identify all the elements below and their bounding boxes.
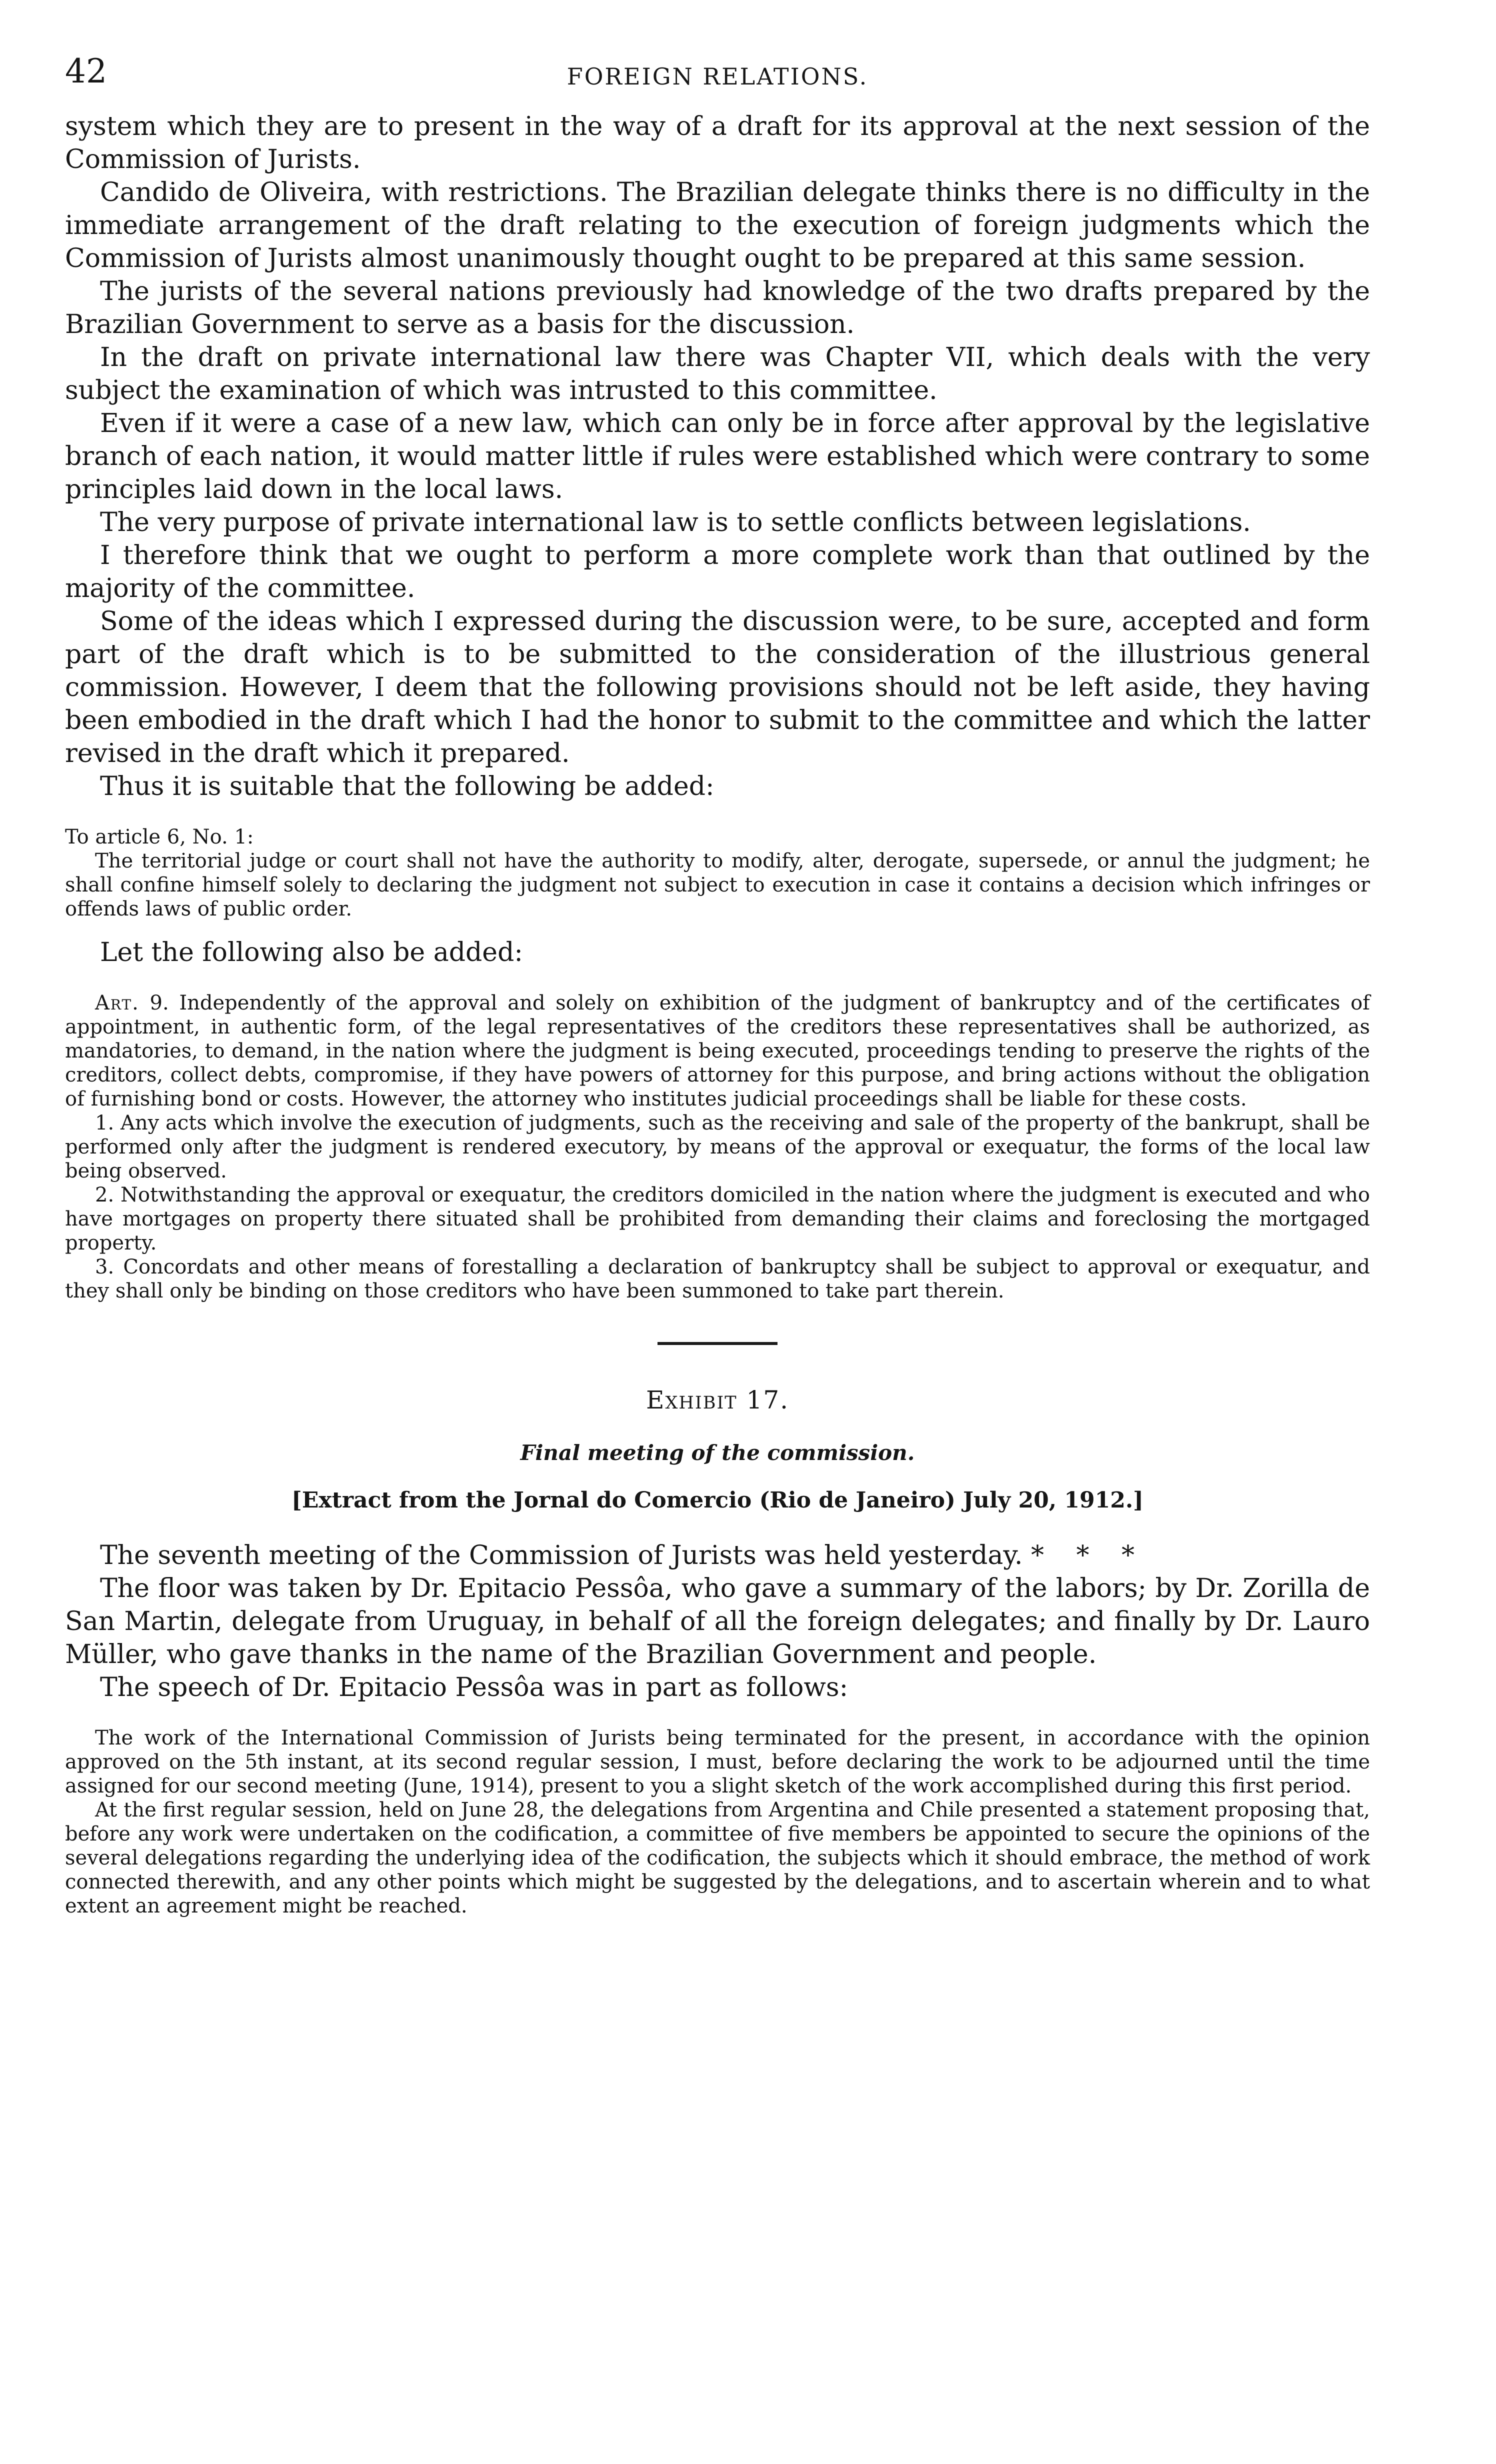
also-added-line: [65, 936, 1370, 969]
paragraph: Some of the ideas which I expressed during the discussion were, to be sure, accepted and form part of the draft which is to be submitted to the consideration of the illustrious general commission. However, I deem that the following provisions should not be left aside, they having been embodied in the draft which I had the honor to submit to the committee and which the latter revised in the draft which it prepared.: [65, 606, 1370, 768]
paragraph: The very purpose of private international law is to settle conflicts between legislations.: [100, 508, 1251, 538]
document-page: [65, 52, 1370, 2425]
article-label: Art.: [95, 992, 140, 1014]
section-divider: [658, 1342, 778, 1345]
article-6-label: To article 6, No. 1:: [65, 826, 254, 848]
speech-paragraph: At the first regular session, held on June 28, the delegations from Argentina and Chile presented a statement proposing that, before any work were undertaken on the codification, a committee of five members be appointed to secure the opinions of the several delegations regarding the underlying idea of the codification, the subjects which it should embrace, the method of work connected therewith, and any other points which might be suggested by the delegations, and to ascertain wherein and to what extent an agreement might be reached.: [65, 1798, 1370, 1918]
section-final-meeting: [65, 1539, 1370, 1704]
paragraph: The jurists of the several nations previously had knowledge of the two drafts prepared by the Brazilian Government to serve as a basis for the discussion.: [65, 276, 1370, 340]
paragraph: The speech of Dr. Epitacio Pessôa was in part as follows:: [100, 1672, 848, 1702]
first-line-text: The seventh meeting of the Commission of Jurists was held yesterday.: [100, 1540, 1023, 1570]
speech-paragraph: The work of the International Commission of Jurists being terminated for the present, in accordance with the opinion approved on the 5th instant, at its second regular session, I must, before declaring the work to be adjourned until the time assigned for our second meeting (June, 1914), present to you a slight sketch of the work accomplished during this first period.: [65, 1726, 1370, 1798]
page-number: 42: [65, 52, 107, 90]
paragraph: Candido de Oliveira, with restrictions. The Brazilian delegate thinks there is no difficulty in the immediate arrangement of the draft relating to the execution of foreign judgments which the Commission of Jurists almost unanimously thought ought to be prepared at this same session.: [65, 178, 1370, 274]
exhibit-source: [Extract from the Jornal do Comercio (Rio de Janeiro) July 20, 1912.]: [292, 1488, 1144, 1513]
paragraph: system which they are to present in the way of a draft for its approval at the next session of the Commission of Jurists.: [65, 112, 1370, 174]
paragraph: Even if it were a case of a new law, which can only be in force after approval by the legislative branch of each nation, it would matter little if rules were established which were contrary to some principles laid down in the local laws.: [65, 408, 1370, 504]
paragraph: [65, 1539, 1370, 1572]
exhibit-subtitle: Final meeting of the commission.: [520, 1440, 915, 1465]
paragraph: The floor was taken by Dr. Epitacio Pessôa, who gave a summary of the labors; by Dr. Zorilla de San Martin, delegate from Uruguay, in behalf of all the foreign delegates; and finally by Dr. Lauro Müller, who gave thanks in the name of the Brazilian Government and people.: [65, 1574, 1370, 1670]
paragraph: Thus it is suitable that the following be added:: [100, 772, 714, 802]
section-committee-discussion: [65, 110, 1370, 803]
article-9-body: 9. Independently of the approval and solely on exhibition of the judgment of bankruptcy and of the certificates of appointment, in authentic form, of the legal representatives of the creditors these representatives shall be authorized, as mandatories, to demand, in the nation where the judgment is being executed, proceedings tending to preserve the rights of the creditors, collect debts, compromise, if they have powers of attorney for this purpose, and bring actions without the obligation of furnishing bond or costs. However, the attorney who institutes judicial proceedings shall be liable for these costs.: [65, 992, 1370, 1110]
article-9-item: 1. Any acts which involve the execution of judgments, such as the receiving and sale of the property of the bankrupt, shall be performed only after the judgment is rendered executory, by means of the approval or exequatur, the forms of the local law being observed.: [65, 1112, 1370, 1182]
exhibit-title: Exhibit 17.: [646, 1386, 790, 1414]
ellipsis-stars: * * *: [1030, 1540, 1147, 1570]
paragraph: Let the following also be added:: [100, 938, 523, 968]
page-header: [65, 52, 1370, 110]
article-9-text: [65, 991, 1370, 1111]
article-9: [65, 991, 1370, 1303]
speech-extract: [65, 1726, 1370, 1918]
paragraph: I therefore think that we ought to perform a more complete work than that outlined by the majority of the committee.: [65, 540, 1370, 604]
running-head: FOREIGN RELATIONS.: [566, 63, 868, 90]
article-9-item: 3. Concordats and other means of forestalling a declaration of bankruptcy shall be subject to approval or exequatur, and they shall only be binding on those creditors who have been summoned to take part therein.: [65, 1256, 1370, 1302]
article-9-item: 2. Notwithstanding the approval or exequatur, the creditors domiciled in the nation where the judgment is executed and who have mortgages on property there situated shall be prohibited from demanding their claims and foreclosing the mortgaged property.: [65, 1184, 1370, 1254]
article-6-text: The territorial judge or court shall not have the authority to modify, alter, derogate, supersede, or annul the judgment; he shall confine himself solely to declaring the judgment not subject to execution in case it contains a decision which infringes or offends laws of public order.: [65, 850, 1370, 920]
paragraph: In the draft on private international law there was Chapter VII, which deals with the very subject the examination of which was intrusted to this committee.: [65, 342, 1370, 406]
article-6-addition: [65, 825, 1370, 921]
